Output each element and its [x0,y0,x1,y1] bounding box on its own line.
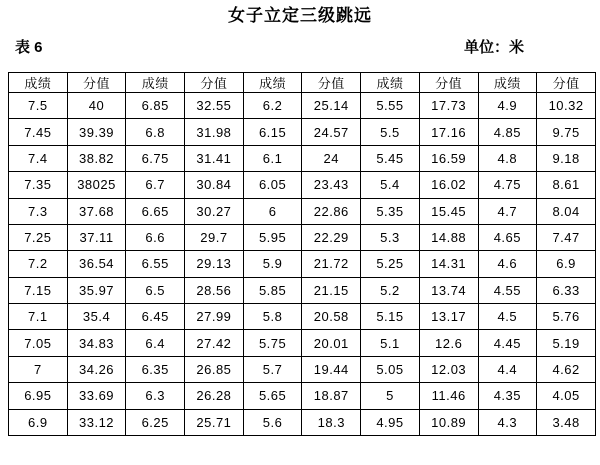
table-cell: 4.62 [537,356,596,382]
table-cell: 6.55 [126,251,185,277]
table-cell: 5.19 [537,330,596,356]
table-cell: 8.04 [537,198,596,224]
score-table [8,72,596,436]
table-cell: 6.45 [126,304,185,330]
table-cell: 33.12 [67,409,126,436]
table-cell: 5.7 [243,356,302,382]
table-cell: 32.55 [185,93,244,119]
table-cell: 7.2 [9,251,68,277]
header-cell: 成绩 [126,73,185,93]
header-cell: 成绩 [243,73,302,93]
table-cell: 6.7 [126,172,185,198]
table-cell: 4.85 [478,119,537,145]
table-cell: 4.6 [478,251,537,277]
table-cell: 7.25 [9,224,68,250]
table-cell: 33.69 [67,383,126,409]
table-cell: 4.95 [361,409,420,436]
table-header [9,73,596,93]
table-cell: 5.4 [361,172,420,198]
table-cell: 4.75 [478,172,537,198]
table-cell: 22.86 [302,198,361,224]
table-cell: 6.85 [126,93,185,119]
table-cell: 7.4 [9,145,68,171]
table-cell: 6.33 [537,277,596,303]
table-cell: 12.03 [419,356,478,382]
table-cell: 20.01 [302,330,361,356]
table-number-label: 表 6 [15,39,43,56]
table-cell: 12.6 [419,330,478,356]
table-cell: 5.45 [361,145,420,171]
table-cell: 4.3 [478,409,537,436]
table-row [9,277,596,303]
table-cell: 4.5 [478,304,537,330]
table-body [9,93,596,436]
table-cell: 40 [67,93,126,119]
table-cell: 29.7 [185,224,244,250]
table-cell: 5.55 [361,93,420,119]
table-cell: 6.25 [126,409,185,436]
table-cell: 18.3 [302,409,361,436]
table-cell: 34.83 [67,330,126,356]
table-cell: 20.58 [302,304,361,330]
subhead-row [0,39,600,57]
table-cell: 15.45 [419,198,478,224]
table-cell: 4.35 [478,383,537,409]
table-cell: 38025 [67,172,126,198]
header-cell: 分值 [537,73,596,93]
table-row [9,356,596,382]
table-cell: 21.15 [302,277,361,303]
header-cell: 分值 [419,73,478,93]
table-cell: 29.13 [185,251,244,277]
table-cell: 8.61 [537,172,596,198]
table-cell: 3.48 [537,409,596,436]
table-cell: 7.3 [9,198,68,224]
table-cell: 14.31 [419,251,478,277]
table-cell: 7 [9,356,68,382]
table-cell: 28.56 [185,277,244,303]
table-cell: 7.1 [9,304,68,330]
table-cell: 13.17 [419,304,478,330]
table-cell: 5.35 [361,198,420,224]
table-header-row [9,73,596,93]
table-cell: 16.59 [419,145,478,171]
table-cell: 5.5 [361,119,420,145]
table-cell: 34.26 [67,356,126,382]
table-cell: 13.74 [419,277,478,303]
table-cell: 5.75 [243,330,302,356]
table-cell: 24 [302,145,361,171]
table-cell: 11.46 [419,383,478,409]
table-cell: 5.85 [243,277,302,303]
table-cell: 5.3 [361,224,420,250]
table-cell: 4.55 [478,277,537,303]
table-cell: 5.25 [361,251,420,277]
table-cell: 31.98 [185,119,244,145]
table-cell: 38.82 [67,145,126,171]
table-cell: 5.6 [243,409,302,436]
table-cell: 6.95 [9,383,68,409]
table-cell: 23.43 [302,172,361,198]
table-row [9,172,596,198]
table-cell: 6.15 [243,119,302,145]
header-cell: 成绩 [361,73,420,93]
header-cell: 成绩 [478,73,537,93]
table-cell: 5.05 [361,356,420,382]
table-cell: 30.84 [185,172,244,198]
table-cell: 19.44 [302,356,361,382]
table-cell: 27.42 [185,330,244,356]
table-cell: 14.88 [419,224,478,250]
unit-label: 单位：米 [463,39,524,56]
table-cell: 31.41 [185,145,244,171]
table-cell: 6.5 [126,277,185,303]
table-row [9,330,596,356]
table-row [9,224,596,250]
table-cell: 5.76 [537,304,596,330]
table-cell: 5.95 [243,224,302,250]
table-cell: 6.05 [243,172,302,198]
table-cell: 22.29 [302,224,361,250]
table-cell: 4.9 [478,93,537,119]
table-cell: 4.45 [478,330,537,356]
table-cell: 4.8 [478,145,537,171]
table-cell: 30.27 [185,198,244,224]
table-row [9,145,596,171]
table-cell: 6.4 [126,330,185,356]
table-cell: 39.39 [67,119,126,145]
table-cell: 10.32 [537,93,596,119]
table-cell: 5 [361,383,420,409]
table-cell: 6.8 [126,119,185,145]
table-cell: 6.75 [126,145,185,171]
header-cell: 分值 [67,73,126,93]
table-cell: 5.8 [243,304,302,330]
table-cell: 26.28 [185,383,244,409]
table-cell: 17.73 [419,93,478,119]
table-cell: 5.9 [243,251,302,277]
table-cell: 6.3 [126,383,185,409]
table-cell: 6.9 [9,409,68,436]
table-cell: 4.4 [478,356,537,382]
table-cell: 6.35 [126,356,185,382]
header-cell: 分值 [185,73,244,93]
table-cell: 37.68 [67,198,126,224]
table-row [9,409,596,436]
table-cell: 36.54 [67,251,126,277]
table-cell: 7.15 [9,277,68,303]
table-cell: 18.87 [302,383,361,409]
page-title: 女子立定三级跳远 [228,6,372,25]
table-row [9,251,596,277]
table-cell: 25.14 [302,93,361,119]
table-cell: 5.1 [361,330,420,356]
table-row [9,119,596,145]
table-cell: 35.97 [67,277,126,303]
table-cell: 7.5 [9,93,68,119]
table-cell: 17.16 [419,119,478,145]
table-cell: 5.65 [243,383,302,409]
table-row [9,383,596,409]
table-cell: 4.65 [478,224,537,250]
table-cell: 21.72 [302,251,361,277]
table-cell: 9.18 [537,145,596,171]
table-cell: 7.47 [537,224,596,250]
table-cell: 6 [243,198,302,224]
table-cell: 25.71 [185,409,244,436]
header-cell: 成绩 [9,73,68,93]
table-row [9,198,596,224]
table-cell: 7.05 [9,330,68,356]
table-cell: 27.99 [185,304,244,330]
table-cell: 5.15 [361,304,420,330]
table-cell: 4.05 [537,383,596,409]
header-cell: 分值 [302,73,361,93]
table-cell: 6.65 [126,198,185,224]
table-cell: 7.45 [9,119,68,145]
table-cell: 6.9 [537,251,596,277]
table-cell: 37.11 [67,224,126,250]
table-cell: 35.4 [67,304,126,330]
table-cell: 10.89 [419,409,478,436]
table-row [9,304,596,330]
table-cell: 6.2 [243,93,302,119]
table-cell: 24.57 [302,119,361,145]
table-cell: 16.02 [419,172,478,198]
table-cell: 9.75 [537,119,596,145]
table-cell: 6.6 [126,224,185,250]
table-cell: 26.85 [185,356,244,382]
table-cell: 7.35 [9,172,68,198]
table-cell: 4.7 [478,198,537,224]
table-cell: 5.2 [361,277,420,303]
table-row [9,93,596,119]
table-cell: 6.1 [243,145,302,171]
